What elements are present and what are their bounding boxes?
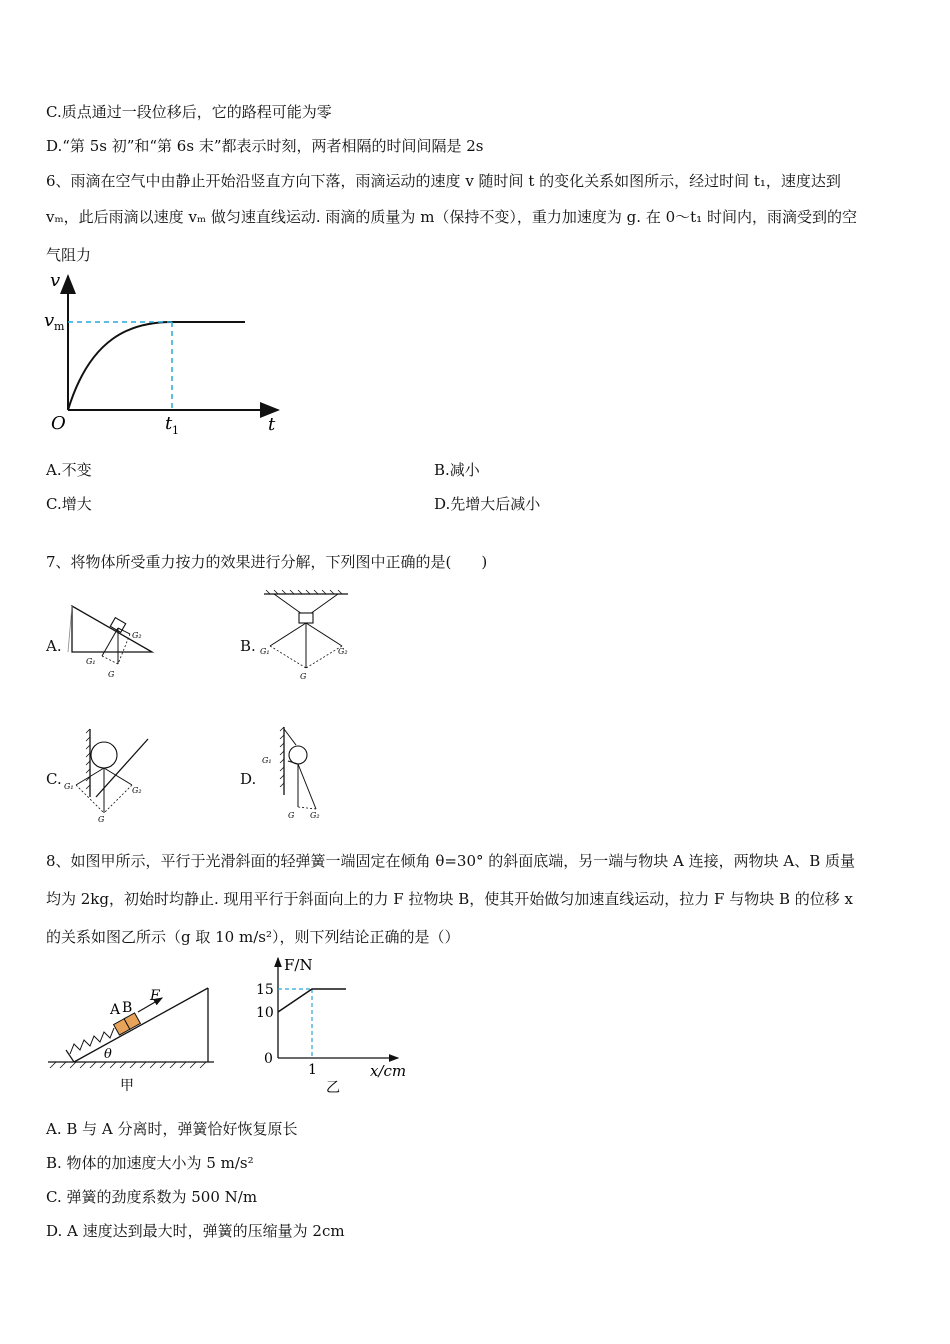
q8-yi-xtick-1: 1 [308,1062,317,1078]
q6-vm-subscript: m [54,320,65,333]
q7d-g-label: G [288,811,295,820]
q7a-g2-label: G₂ [132,631,142,640]
q6-stem-line2: vₘ，此后雨滴以速度 vₘ 做匀速直线运动. 雨滴的质量为 m（保持不变），重力加速度为 g. 在 0～t₁ 时间内，雨滴受到的空 [46,208,857,226]
q8-option-b: B. 物体的加速度大小为 5 m/s² [46,1154,254,1172]
q7b-g2-label: G₂ [338,647,348,656]
q6-vm-label: v [44,310,55,331]
q8-stem-line3: 的关系如图乙所示（g 取 10 m/s²），则下列结论正确的是（） [46,928,460,946]
q8-yi-y-axis-label: F/N [284,956,313,974]
q8-stem-line1: 8、如图甲所示，平行于光滑斜面的轻弹簧一端固定在倾角 θ=30° 的斜面底端，另一端与物块 A 连接，两物块 A、B 质量 [46,852,856,870]
q7d-g2-label: G₂ [310,811,320,820]
q8-caption-jia: 甲 [120,1078,134,1094]
q8-option-d: D. A 速度达到最大时，弹簧的压缩量为 2cm [46,1222,345,1240]
q8-yi-ytick-10: 10 [256,1005,274,1021]
q6-option-d: D.先增大后减小 [434,495,541,513]
q7c-g-label: G [98,815,105,824]
q7-label-a: A. [46,637,62,655]
q6-y-axis-label: v [50,270,61,291]
q7a-g-label: G [108,670,115,679]
q6-origin-label: O [51,413,66,434]
q7b-g1-label: G₁ [260,647,270,656]
q6-option-c: C.增大 [46,495,92,513]
q6-stem-line1: 6、雨滴在空气中由静止开始沿竖直方向下落，雨滴运动的速度 v 随时间 t 的变化关系如图所示，经过时间 t₁，速度达到 [46,172,841,190]
q6-x-axis-label: t [268,414,276,435]
q8-figure-yi-chart [248,952,418,1098]
q8-figure-jia [44,984,220,1096]
q6-t1-subscript: 1 [172,424,179,437]
q6-stem-line3: 气阻力 [46,246,92,264]
q5-option-c: C.质点通过一段位移后，它的路程可能为零 [46,103,332,121]
q7-figure-b [256,590,356,682]
q8-theta-label: θ [104,1047,112,1062]
q7-label-b: B. [240,637,256,655]
q5-option-d: D.“第 5s 初”和“第 6s 末”都表示时刻，两者相隔的时间间隔是 2s [46,137,484,155]
q7-label-c: C. [46,770,62,788]
q6-option-b: B.减小 [434,461,480,479]
q7-figure-d [258,725,338,825]
q8-yi-ytick-15: 15 [256,982,274,998]
q7c-g1-label: G₁ [64,782,74,791]
q7d-g1-label: G₁ [262,756,272,765]
q8-option-c: C. 弹簧的劲度系数为 500 N/m [46,1188,258,1206]
q7-figure-a [68,600,160,680]
q7-label-d: D. [240,770,257,788]
q6-vt-graph [40,268,290,438]
q7-figure-c [62,725,154,825]
q8-stem-line2: 均为 2kg，初始时均静止. 现用平行于斜面向上的力 F 拉物块 B，使其开始做匀加速直线运动，拉力 F 与物块 B 的位移 x [46,890,854,908]
q6-option-a: A.不变 [46,461,92,479]
q7c-g2-label: G₂ [132,786,142,795]
q7a-g1-label: G₁ [86,657,96,666]
q7b-g-label: G [300,672,307,681]
q7-stem: 7、将物体所受重力按力的效果进行分解，下列图中正确的是( ) [46,553,488,571]
q6-t1-label: t [165,413,173,434]
q8-block-a-label: A [110,1002,121,1018]
q8-option-a: A. B 与 A 分离时，弹簧恰好恢复原长 [46,1120,298,1138]
q8-caption-yi: 乙 [326,1080,340,1096]
q8-force-f-label: F [150,988,160,1004]
q8-yi-x-axis-label: x/cm [370,1062,407,1080]
q8-block-b-label: B [122,1000,133,1016]
q8-yi-ytick-0: 0 [264,1051,273,1067]
